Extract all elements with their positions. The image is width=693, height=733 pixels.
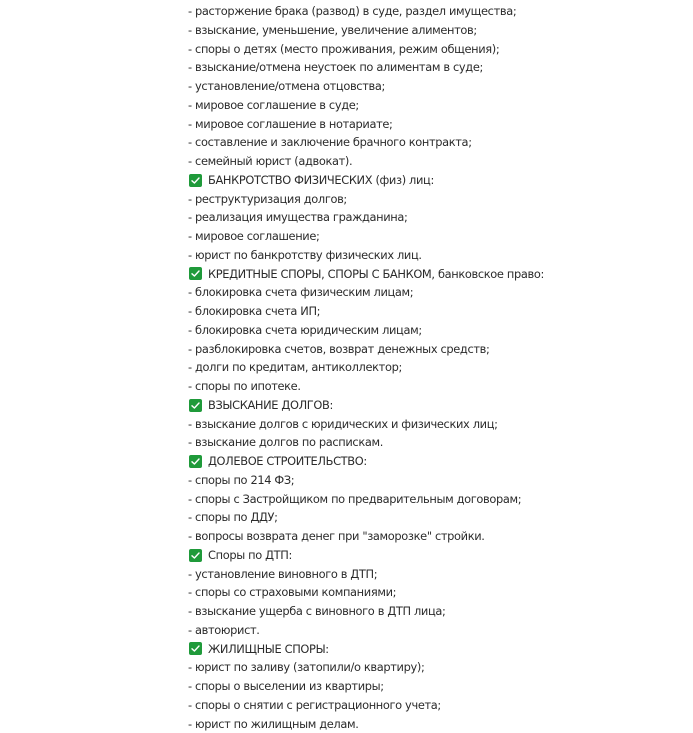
- list-item: - споры по 214 ФЗ;: [188, 471, 688, 490]
- section-title: ДОЛЕВОЕ СТРОИТЕЛЬСТВО:: [208, 452, 367, 471]
- section-title: БАНКРОТСТВО ФИЗИЧЕСКИХ (физ) лиц:: [208, 171, 434, 190]
- check-mark-button-icon: [189, 642, 202, 655]
- list-item: - взыскание ущерба с виновного в ДТП лица;: [188, 602, 688, 621]
- list-item: - споры о детях (место проживания, режим общения);: [188, 40, 688, 59]
- list-item: - взыскание долгов по распискам.: [188, 433, 688, 452]
- section-bankruptcy: [188, 171, 688, 265]
- list-item: - реструктуризация долгов;: [188, 190, 688, 209]
- list-item: - расторжение брака (развод) в суде, раздел имущества;: [188, 2, 688, 21]
- list-item: - споры по ипотеке.: [188, 377, 688, 396]
- section-credit-disputes: [188, 265, 688, 396]
- section-traffic-accidents: [188, 546, 688, 640]
- section-title: ВЗЫСКАНИЕ ДОЛГОВ:: [208, 396, 333, 415]
- check-mark-button-icon: [189, 399, 202, 412]
- section-heading: [188, 171, 688, 190]
- list-item: - долги по кредитам, антиколлектор;: [188, 358, 688, 377]
- list-item: - вопросы возврата денег при "заморозке" стройки.: [188, 527, 688, 546]
- list-item: - мировое соглашение;: [188, 227, 688, 246]
- section-housing-disputes: [188, 640, 688, 733]
- list-item: - юрист по банкротству физических лиц.: [188, 246, 688, 265]
- list-item: - споры о снятии с регистрационного учета;: [188, 696, 688, 715]
- section-title: ЖИЛИЩНЫЕ СПОРЫ:: [208, 640, 329, 659]
- services-list: [188, 2, 688, 733]
- list-item: - мировое соглашение в суде;: [188, 96, 688, 115]
- section-title: Споры по ДТП:: [208, 546, 292, 565]
- section-debt-collection: [188, 396, 688, 452]
- list-item: - составление и заключение брачного контракта;: [188, 133, 688, 152]
- list-item: - мировое соглашение в нотариате;: [188, 115, 688, 134]
- section-heading: [188, 546, 688, 565]
- section-title: КРЕДИТНЫЕ СПОРЫ, СПОРЫ С БАНКОМ, банковское право:: [208, 265, 544, 284]
- check-mark-button-icon: [189, 549, 202, 562]
- list-item: - споры со страховыми компаниями;: [188, 583, 688, 602]
- list-item: - семейный юрист (адвокат).: [188, 152, 688, 171]
- check-mark-button-icon: [189, 455, 202, 468]
- list-item: - юрист по заливу (затопили/о квартиру);: [188, 658, 688, 677]
- list-item: - споры о выселении из квартиры;: [188, 677, 688, 696]
- section-heading: [188, 640, 688, 659]
- list-item: - блокировка счета физическим лицам;: [188, 283, 688, 302]
- list-item: - установление/отмена отцовства;: [188, 77, 688, 96]
- list-item: - взыскание, уменьшение, увеличение алиментов;: [188, 21, 688, 40]
- list-item: - споры по ДДУ;: [188, 508, 688, 527]
- list-item: - реализация имущества гражданина;: [188, 208, 688, 227]
- check-mark-button-icon: [189, 267, 202, 280]
- list-item: - юрист по жилищным делам.: [188, 715, 688, 733]
- list-item: - блокировка счета ИП;: [188, 302, 688, 321]
- section-heading: [188, 452, 688, 471]
- list-item: - автоюрист.: [188, 621, 688, 640]
- list-item: - взыскание долгов с юридических и физических лиц;: [188, 415, 688, 434]
- list-item: - взыскание/отмена неустоек по алиментам в суде;: [188, 58, 688, 77]
- list-item: - споры с Застройщиком по предварительным договорам;: [188, 490, 688, 509]
- list-item: - разблокировка счетов, возврат денежных средств;: [188, 340, 688, 359]
- list-item: - блокировка счета юридическим лицам;: [188, 321, 688, 340]
- list-item: - установление виновного в ДТП;: [188, 565, 688, 584]
- section-heading: [188, 265, 688, 284]
- family-law-items: [188, 2, 688, 171]
- section-heading: [188, 396, 688, 415]
- check-mark-button-icon: [189, 174, 202, 187]
- section-shared-construction: [188, 452, 688, 546]
